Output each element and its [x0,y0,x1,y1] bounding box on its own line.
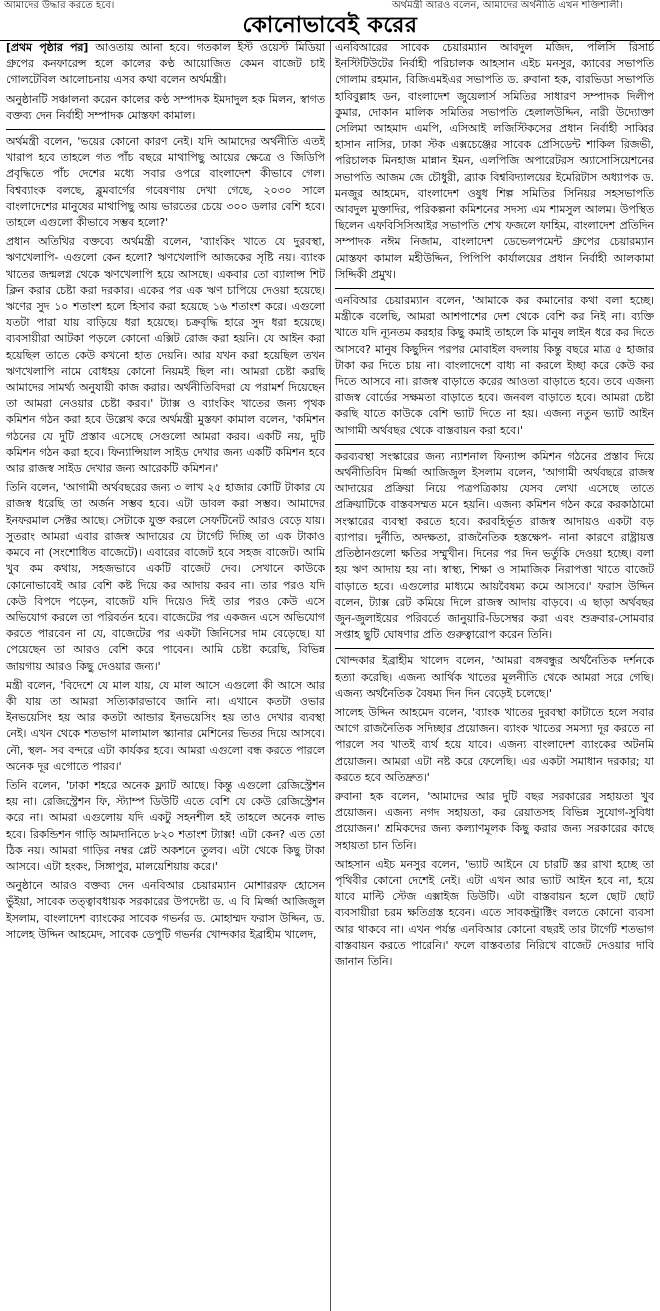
article-paragraph: অনুষ্ঠানটি সঞ্চালনা করেন কালের কণ্ঠ সম্পাদক ইমদাদুল হক মিলন, স্বাগত বক্তব্য দেন নির্বাহী সম্পাদক মোস্তফা কামাল। [6,92,325,122]
article-paragraph: রুবানা হক বলেন, 'আমাদের আর দুটি বছর সরকারের সহায়তা খুব প্রয়োজন। এজন্য নগদ সহায়তা, কর রেয়াতসহ বিভিন্ন সুযোগ-সুবিধা প্রয়োজন।' শ্রমিকদের জন্য কল্যাণমূলক কিছু করার জন্য সরকারের কাছে সহায়তা চান তিনি। [335,789,654,852]
article-paragraph: তিনি বলেন, 'আগামী অর্থবছরের জন্য ৩ লাখ ২৫ হাজার কোটি টাকার যে রাজস্ব ধরেছি তা অর্জন সম্ভব হবে। এটা ডাবল করা সম্ভব। আমাদের ইনফরমাল সেক্টর আছে। সেটাকে যুক্ত করলে সেফটিনেট আরও বেড়ে যায়। সুতরাং আমরা এবার রাজস্ব আদায়ের যে টার্গেট দিচ্ছি তা এক টাকাও কমবে না (সংশোধিত বাজেটে)। এবারের বাজেট হবে সহজ বাজেট। আমি খুব কম কথায়, সহজভাবে একটি বাজেট দেব। সেখানে কাউকে কোনোভাবেই আর বেশি কষ্ট দিয়ে কর আদায় করব না। তার পরও যদি কেউ বিপদে পড়েন, বাজেট যদি দিয়েও দিই তার পরও কেউ এসে অভিযোগ করলে তা পরিবর্তন হবে। বাজেটের পর একজন এসে অভিযোগ করতে পারবেন না যে, বাজেটের পর একটা জিনিসের দাম বেড়েছে। যা পেয়েছেন তা আরও বেশি করে পাবেন। আমি চেষ্টা করেছি, বিভিন্ন জায়গায় আরও কিছু দেওয়ার জন্য।' [6,481,325,673]
previous-article-text-left: আমাদের উদ্ধার করতে হবে। [4,0,115,11]
article-column-right [335,40,654,1311]
article-headline: কোনোভাবেই করের [242,12,418,38]
article-paragraph: এনবিআর চেয়ারম্যান বলেন, 'আমাকে কর কমানোর কথা বলা হচ্ছে। মন্ত্রীকে বলেছি, আমরা আশপাশের দেশ থেকে বেশি কর নিই না। ব্যক্তি খাতে যদি ন্যূনতম করহার কিছু কমাই তাহলে কি মানুষ লাইন ধরে কর দিতে আসবে? মানুষ কিছুদিন পরপর মোবাইল বদলায় কিন্তু বছরে মাত্র ৫ হাজার টাকা কর দিতে চায় না। বাংলাদেশে বাধ্য না করলে ইচ্ছা করে কেউ কর দিতে আসবে না। রাজস্ব বাড়াতে করের আওতা বাড়াতে হবে। তবে এজন্য রাজস্ব বোর্ডের সক্ষমতা বাড়াতে হবে। জনবল বাড়াতে হবে। আমরা চেষ্টা করছি যাতে কাউকে বেশি ভ্যাট দিতে না হয়। এজন্য নতুন ভ্যাট আইন আগামী অর্থবছর থেকে বাস্তবায়ন করা হবে।' [335,288,654,439]
column-divider [330,40,331,1311]
article-paragraph: মন্ত্রী বলেন, 'বিদেশে যে মাল যায়, যে মাল আসে এগুলো কী আসে আর কী যায় তা আমরা সত্যিকারভাবে জানি না। এখানে কতটা ওভার ইনভয়েসিং হয় আর কতটা আন্ডার ইনভয়েসিং হয় তাও দেখার ব্যবস্থা নেই। এখন থেকে শতভাগ মালামাল স্ক্যানার মেশিনের ভিতর দিয়ে আসবে। নৌ, স্থল- সব বন্দরে এটা কার্যকর হবে। আমরা এগুলো বন্ধ করতে পারলে অনেক দূর এগোতে পারব।' [6,678,325,773]
article-paragraph: খোন্দকার ইব্রাহীম খালেদ বলেন, 'আমরা বঙ্গবন্ধুর অর্থনৈতিক দর্শনকে হত্যা করেছি। এজন্য আর্থিক খাতের মূলনীতি থেকে আমরা সরে গেছি। এজন্য অর্থনৈতিক বৈষম্য দিন দিন বেড়েই চলেছে।' [335,648,654,702]
article-paragraph: সালেহ উদ্দিন আহমেদ বলেন, 'ব্যাংক খাতের দুরবস্থা কাটাতে হলে সবার আগে রাজনৈতিক সদিচ্ছার প্রয়োজন। ব্যাংক খাতের সমস্যা দূর করতে না পারলে সব খাতই ব্যর্থ হয়ে যাবে। এজন্য বাংলাদেশ ব্যাংকের অটনমি প্রয়োজন। আমরা এটা নষ্ট করে ফেলেছি। এর একটা সমাধান দরকার; যা করতে হবে অতিদ্রুত।' [335,705,654,784]
article-column-left [6,40,325,1311]
article-paragraph: আহসান এইচ মনসুর বলেন, 'ভ্যাট আইনে যে চারটি স্তর রাখা হচ্ছে তা পৃথিবীর কোনো দেশেই নেই। এটা এখন আর ভ্যাট আইন হবে না, হয়ে যাবে মাল্টি স্টেজ এক্সাইজ ডিউটি। এটা বাস্তবায়ন হলে ছোট ছোট ব্যবসায়ীরা চরম ক্ষতিগ্রস্ত হবেন। এতে সাবকন্ট্রাক্টিং বলতে কোনো ব্যবসা আর থাকবে না। এখন পর্যন্ত এনবিআর কোনো বছরই তার টার্গেট শতভাগ বাস্তবায়ন করতে পারেনি।' ফলে বাস্তবতার নিরিখে বাজেট দেওয়ার দাবি জানান তিনি। [335,857,654,968]
article-paragraph: তিনি বলেন, 'ঢাকা শহরে অনেক ফ্ল্যাট আছে। কিন্তু এগুলো রেজিস্ট্রেশন হয় না। রেজিস্ট্রেশন ফি, স্ট্যাম্প ডিউটি এতে বেশি যে কেউ রেজিস্ট্রেশন করে না। আমরা এগুলোয় যদি একটু সহনশীল হই তাহলে অনেক লাভ হবে। রিকন্ডিশন গাড়ি আমদানিতে ৮২০ শতাংশ ট্যাক্স! এটা কেন? এত তো ঠিক নয়। আমরা গাড়ির নম্বর প্লেট অকশনে তুলব। এটা থেকে কিছু টাকা আসবে। এটা হংকং, সিঙ্গাপুর, মালয়েশিয়ায় করে।' [6,778,325,873]
jump-label: [প্রথম পৃষ্ঠার পর] [6,41,89,54]
article-paragraph [6,40,325,89]
paragraph-text: আওতায় আনা হবে। গতকাল ইস্ট ওয়েস্ট মিডিয়া গ্রুপের কনফারেন্স হলে কালের কণ্ঠ আয়োজিত কেমন বাজেট চাই গোলটেবিল আলোচনায় এসব কথা বলেন অর্থমন্ত্রী। [6,41,325,87]
article-paragraph: অর্থমন্ত্রী বলেন, 'ভয়ের কোনো কারণ নেই। যদি আমাদের অর্থনীতি এতই খারাপ হবে তাহলে গত পাঁচ বছরে মাথাপিছু আয়ের ক্ষেত্রে ও জিডিপি প্রবৃদ্ধিতে পাঁচ দেশের মধ্যে সবার ওপরে বাংলাদেশ কীভাবে গেল। বিশ্বব্যাংক বলছে, ব্লুমবার্গের গবেষণায় দেখা গেছে, ২০৩০ সালে বাংলাদেশের মানুষের মাথাপিছু আয় ভারতের চেয়ে ৩০০ ডলার বেশি হবে। তাহলে এগুলো কীভাবে সম্ভব হলো?' [6,129,325,231]
article-paragraph: এনবিআরের সাবেক চেয়ারম্যান আবদুল মজিদ, পলিসি রিসার্চ ইনস্টিটিউটের নির্বাহী পরিচালক আহসান এইচ মনসুর, ক্যাবের সভাপতি গোলাম রহমান, বিজিএমইএর সভাপতি ড. রুবানা হক, বারভিডা সভাপতি হাবিবুল্লাহ ডন, বাংলাদেশ জুয়েলার্স সমিতির সাধারণ সম্পাদক দিলীপ কুমার, দোকান মালিক সমিতির সভাপতি হেলালউদ্দিন, নারী উদ্যোক্তা সেলিমা আহমাদ এমপি, এসিআই লজিস্টিকসের প্রধান নির্বাহী সাব্বির হাসান নাসির, ঢাকা স্টক এক্সচেঞ্জের সাবেক প্রেসিডেন্ট শাকিল রিজভী, পরিচালক মিনহাজ মান্নান ইমন, এলপিজি অপারেটরস অ্যাসোসিয়েশনের সভাপতি আজম জে চৌধুরী, ব্র্যাক বিশ্ববিদ্যালয়ের ইমেরিটাস অধ্যাপক ড. মনজুর আহমেদ, বাংলাদেশ ওষুধ শিল্প সমিতির সিনিয়র সহসভাপতি আবদুল মুক্তাদির, পরিকল্পনা কমিশনের সদস্য এম শামসুল আলম। উপস্থিত ছিলেন এফবিসিসিআইর সভাপতি শেখ ফজলে ফাহিম, বাংলাদেশ প্রতিদিন সম্পাদক নঈম নিজাম, বাংলাদেশ ডেভেলপমেন্ট গ্রুপের চেয়ারম্যান মোস্তফা কামাল মহীউদ্দিন, পিপিপি কার্যালয়ের প্রধান নির্বাহী আলকামা সিদ্দিকী প্রমুখ। [335,41,654,281]
previous-article-text-right: অর্থমন্ত্রী আরও বলেন, আমাদের অর্থনীতি এখন শক্তিশালী। [392,0,623,11]
article-paragraph: অনুষ্ঠানে আরও বক্তব্য দেন এনবিআর চেয়ারম্যান মোশাররফ হোসেন ভুঁইয়া, সাবেক তত্ত্বাবধায়ক সরকারের উপদেষ্টা ড. এ বি মির্জ্জা আজিজুল ইসলাম, বাংলাদেশ ব্যাংকের সাবেক গভর্নর ড. মোহাম্মদ ফরাস উদ্দিন, ড. সালেহ উদ্দিন আহমেদ, সাবেক ডেপুটি গভর্নর খোন্দকার ইব্রাহীম খালেদ, [6,879,325,941]
article-paragraph: করব্যবস্থা সংস্কারের জন্য ন্যাশনাল ফিন্যান্স কমিশন গঠনের প্রস্তাব দিয়ে অর্থনীতিবিদ মির্জ্জা আজিজুল ইসলাম বলেন, 'আগামী অর্থবছরে রাজস্ব আদায়ের প্রক্রিয়া নিয়ে পত্রপত্রিকায় যেসব লেখা এসেছে তাতে প্রক্রিয়াটিকে বাস্তবসম্মত মনে হয়নি। এজন্য কমিশন গঠন করে করকাঠামো সংস্কারের ব্যবস্থা করতে হবে। করবহির্ভূত রাজস্ব আদায়ও একটা বড় ব্যাপার। দুর্নীতি, অদক্ষতা, রাজনৈতিক হস্তক্ষেপ- নানা কারণে রাষ্ট্রায়ত্ত প্রতিষ্ঠানগুলো ক্ষতির সম্মুখীন। দিনের পর দিন ভর্তুকি দেওয়া হচ্ছে। বলা হয় ঋণ আদায় হয় না। স্বাস্থ্য, শিক্ষা ও সামাজিক নিরাপত্তা খাতে বাজেট বাড়াতে হবে। এগুলোর মাধ্যমে আয়বৈষম্য কমে আসবে।' ফরাস উদ্দিন বলেন, ট্যাক্স রেট কমিয়ে দিলে রাজস্ব আদায় বাড়বে। এ ছাড়া অর্থবছর জুন-জুলাইয়ের পরিবর্তে জানুয়ারি-ডিসেম্বর করা এবং শুক্রবার-সোমবার সপ্তাহ ছুটি ঘোষণার প্রতি গুরুত্বারোপ করেন তিনি। [335,444,654,643]
article-paragraph: প্রধান অতিথির বক্তব্যে অর্থমন্ত্রী বলেন, 'ব্যাংকিং খাতে যে দুরবস্থা, ঋণখেলাপি- এগুলো কেন হলো? ঋণখেলাপি আজকের সৃষ্টি নয়। ব্যাংক খাতের জন্মলগ্ন থেকে ঋণখেলাপি হয়ে আসছে। একবার তো ব্যালান্স শিট ক্লিন করার চেষ্টা করা দরকার। একের পর এক ঋণ চাপিয়ে দেওয়া হয়েছে। ঋণের সুদ ১০ শতাংশ হলে হিসাব করা হয়েছে ১৬ শতাংশ করে। এগুলো যতটা পারা যায় বাড়িয়ে ধরা হয়েছে। চক্রবৃদ্ধি হারে সুদ ধরা হয়েছে। ব্যবসায়ীরা আটকা পড়লে কোনো এক্সিট রোজ করা হয়নি। যে আইন করা হয়েছিল তাতে কেউ কখনো হাত দেয়নি। আর যখন করা হয়েছিল তখন ঋণখেলাপি নামে বোধহয় কোনো নিয়মই ছিল না। আমরা চেষ্টা করছি আমাদের সামর্থ্য অনুযায়ী কাজ করার। অর্থনীতিবিদরা যে পরামর্শ দিয়েছেন তা আমরা নেওয়ার চেষ্টা করব।' ট্যাক্স ও ব্যাংকিং খাতের জন্য পৃথক কমিশন গঠন করা হবে উল্লেখ করে অর্থমন্ত্রী মুস্তফা কামাল বলেন, 'কমিশন গঠনের যে দুটি প্রস্তাব এসেছে সেগুলো আমরা করব। একটি নয়, দুটি কমিশন গঠন করা হবে। ফিন্যান্সিয়াল সাইড দেখার জন্য একটি কমিশন হবে আর রাজস্ব সাইড দেখার জন্য আরেকটি কমিশন।' [6,235,325,476]
